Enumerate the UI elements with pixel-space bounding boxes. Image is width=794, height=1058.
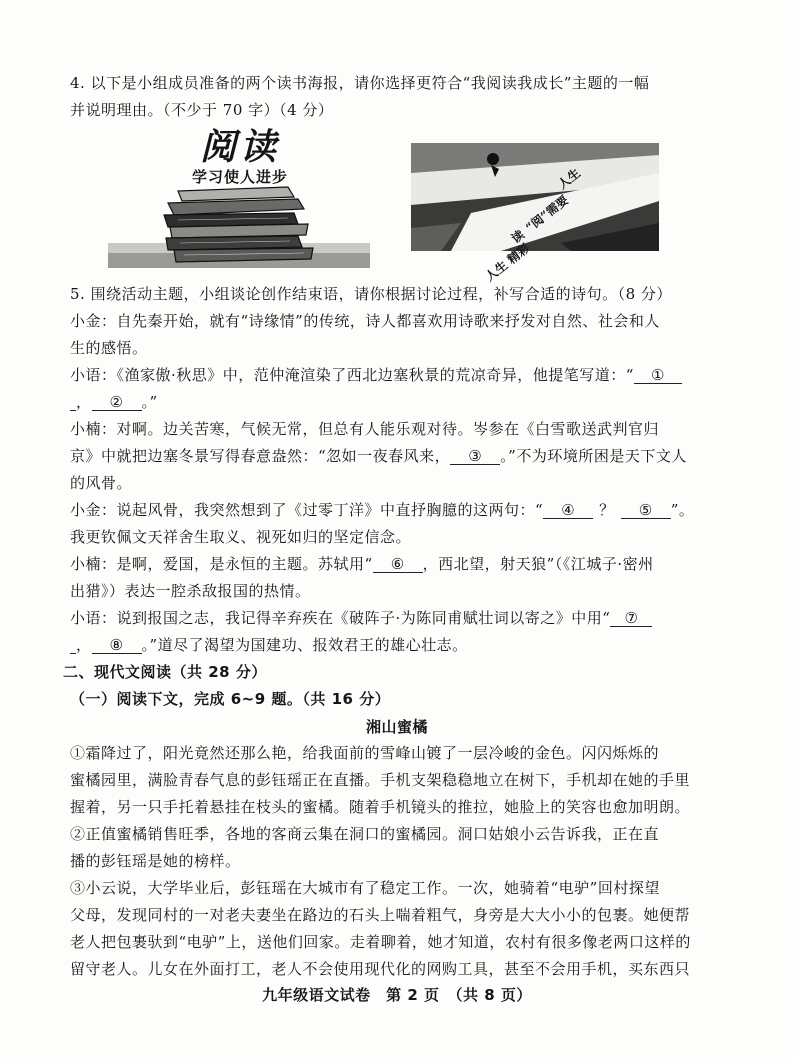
poster-right-word: 精彩 xyxy=(504,240,533,267)
section-heading: 二、现代文阅读（共 28 分） xyxy=(63,663,267,681)
article-p3-line: 留守老人。儿女在外面打工，老人不会使用现代化的网购工具，甚至不会用手机，买东西只 xyxy=(70,960,691,978)
q4-line-2: 并说明理由。（不少于 70 字）（4 分） xyxy=(70,101,334,119)
article-title: 湘山蜜橘 xyxy=(365,718,428,736)
article-p2-line: ②正值蜜橘销售旺季，各地的客商云集在洞口的蜜橘园。洞口姑娘小云告诉我，正在直 xyxy=(70,825,660,843)
answer-blank-1-cont[interactable] xyxy=(70,395,76,411)
q5-p1-line-1: 小金：自先秦开始，就有“诗缘情”的传统，诗人都喜欢用诗歌来抒发对自然、社会和人 xyxy=(70,312,660,330)
q5-p4-text: 小金：说起风骨，我突然想到了《过零丁洋》中直抒胸臆的这两句：“ xyxy=(70,501,544,519)
q5-p3-text-a: 京》中就把边塞冬景写得春意盎然：“忽如一夜春风来， xyxy=(70,447,451,465)
answer-blank-4[interactable]: ④ xyxy=(543,503,593,519)
q5-p2-line-1 xyxy=(70,368,724,384)
q5-p2-line-2: ， ② 。” xyxy=(70,395,724,411)
q5-p4-line-1 xyxy=(70,503,724,519)
q5-p5-line-1 xyxy=(70,557,724,573)
q5-p3-text-b: 。”不为环境所困是天下文人 xyxy=(500,447,687,465)
q5-p3-line-2 xyxy=(70,449,724,465)
answer-blank-5[interactable]: ⑤ xyxy=(621,503,671,519)
poster-right-word: 人生 xyxy=(555,165,583,192)
poster-right-word: 读 xyxy=(508,227,527,246)
answer-blank-7-cont[interactable] xyxy=(70,638,76,654)
article-p1-line: 握着，另一只手托着悬挂在枝头的蜜橘。随着手机镜头的推拉，她脸上的笑容也愈加明朗。 xyxy=(70,798,691,816)
q5-p5-text-b: ，西北望，射天狼”（《江城子·密州 xyxy=(422,555,654,573)
answer-blank-6[interactable]: ⑥ xyxy=(373,557,423,573)
q5-p4-line-2: 我更钦佩文天祥舍生取义、视死如归的坚定信念。 xyxy=(70,528,412,546)
article-p3-line: 老人把包裹驮到“电驴”上，送他们回家。走着聊着，她才知道，农村有很多像老两口这样的 xyxy=(70,933,691,951)
q5-p4-question: ？ xyxy=(599,501,615,519)
q5-p2-end: 。” xyxy=(141,393,158,411)
article-p1-line: 蜜橘园里，满脸青春气息的彭钰瑶正在直播。手机支架稳稳地立在树下，手机却在她的手里 xyxy=(70,771,691,789)
q5-p5-line-2: 出猎》）表达一腔杀敌报国的热情。 xyxy=(70,582,311,600)
answer-blank-2[interactable]: ② xyxy=(92,395,142,411)
q5-p2-text: 小语：《渔家傲·秋思》中，范仲淹渲染了西北边塞秋景的荒凉奇异，他提笔写道：“ xyxy=(70,366,634,384)
q5-intro: 5. 围绕活动主题，小组谈论创作结束语，请你根据讨论过程，补写合适的诗句。（8 分） xyxy=(70,285,672,303)
q5-p3-line-1: 小楠：对啊。边关苦寒，气候无常，但总有人能乐观对待。岑参在《白雪歌送武判官归 xyxy=(70,420,660,438)
q5-p6-line-2: ， ⑧ 。”道尽了渴望为国建功、报效君王的雄心壮志。 xyxy=(70,638,724,654)
article-p1-line: ①霜降过了，阳光竟然还那么艳，给我面前的雪峰山镀了一层冷峻的金色。闪闪烁烁的 xyxy=(70,744,660,762)
poster-right-word: 需要 xyxy=(543,192,572,219)
q5-p4-end: ”。 xyxy=(670,501,695,519)
subsection-heading: （一）阅读下文，完成 6~9 题。（共 16 分） xyxy=(70,690,391,708)
q5-p5-text-a: 小楠：是啊，爱国，是永恒的主题。苏轼用“ xyxy=(70,555,373,573)
answer-blank-1[interactable]: ① xyxy=(634,368,682,384)
poster-left-subtitle: 学习使人进步 xyxy=(192,168,289,186)
q4-line-1: 4. 以下是小组成员准备的两个读书海报，请你选择更符合“我阅读我成长”主题的一幅 xyxy=(70,74,650,92)
poster-right-word: “阅” xyxy=(522,207,552,235)
article-p3-line: 父母，发现同村的一对老夫妻坐在路边的石头上喘着粗气，身旁是大大小小的包裹。她便帮 xyxy=(70,906,691,924)
poster-left-title: 阅读 xyxy=(200,126,281,168)
q5-p3-line-3: 的风骨。 xyxy=(70,474,133,492)
q5-p6-line-1 xyxy=(70,611,724,627)
answer-blank-8[interactable]: ⑧ xyxy=(92,638,142,654)
q5-p6-end: 。”道尽了渴望为国建功、报效君王的雄心壮志。 xyxy=(141,636,468,654)
page-footer: 九年级语文试卷 第 2 页 （共 8 页） xyxy=(262,986,532,1004)
article-p2-line: 播的彭钰瑶是她的榜样。 xyxy=(70,852,241,870)
answer-blank-3[interactable]: ③ xyxy=(450,449,500,465)
q5-p1-line-2: 生的感悟。 xyxy=(70,339,148,357)
reading-poster-left xyxy=(108,125,370,268)
article-p3-line: ③小云说，大学毕业后，彭钰瑶在大城市有了稳定工作。一次，她骑着“电驴”回村探望 xyxy=(70,879,660,897)
runner-icon xyxy=(487,153,499,165)
q5-p6-text: 小语：说到报国之志，我记得辛弃疾在《破阵子·为陈同甫赋壮词以寄之》中用“ xyxy=(70,609,611,627)
answer-blank-7[interactable]: ⑦ xyxy=(610,611,652,627)
reading-poster-right xyxy=(411,143,659,284)
poster-right-word: 人生 xyxy=(482,258,511,284)
